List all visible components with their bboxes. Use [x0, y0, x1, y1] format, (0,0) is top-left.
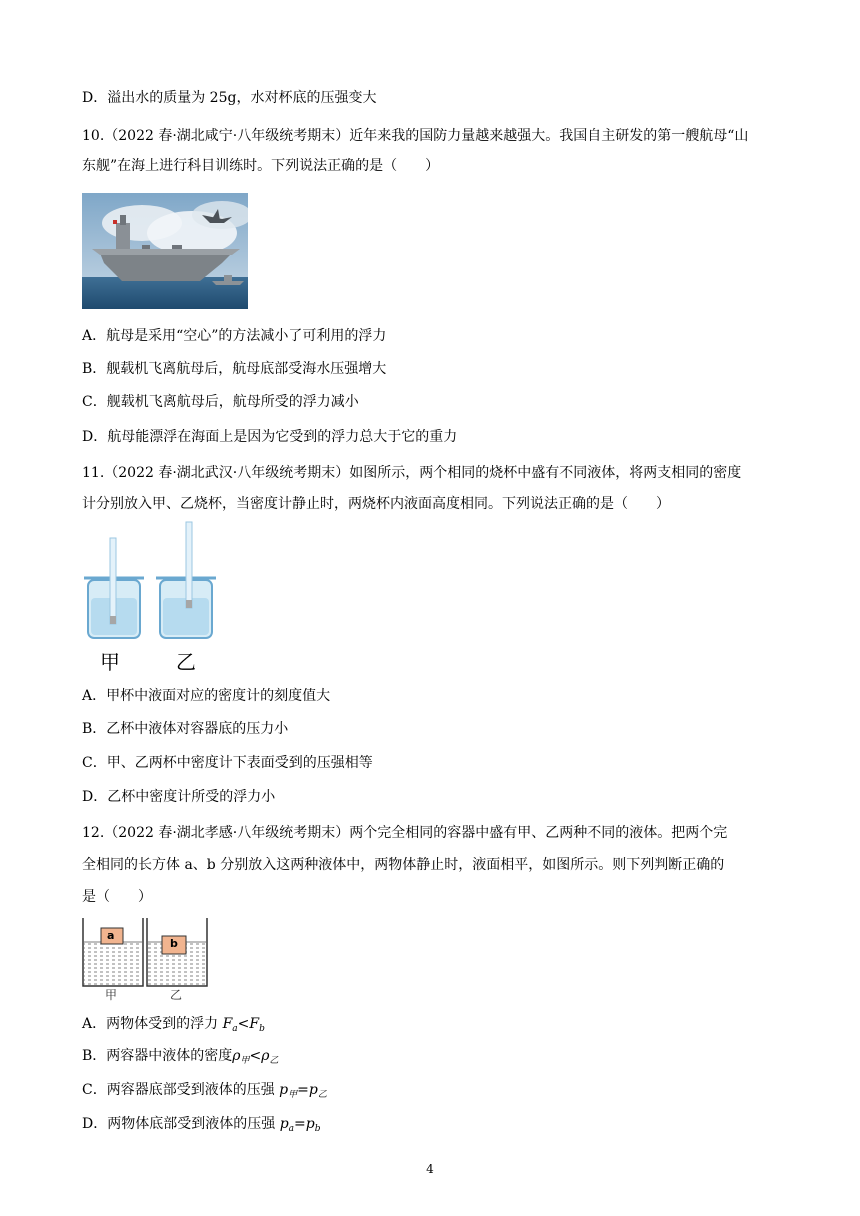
q12-stem-line1: 12.（2022 春·湖北孝感·八年级统考期末）两个完全相同的容器中盛有甲、乙两种不同的液体。把两个完 [82, 825, 728, 841]
q12-stem-line2: 全相同的长方体 a、b 分别放入这两种液体中，两物体静止时，液面相平，如图所示。则下列判断正确的 [82, 857, 725, 873]
q12-option-c [82, 1080, 327, 1105]
q12-option-d-sub1: a [288, 1124, 295, 1134]
q12-option-d-op: = [294, 1116, 306, 1132]
q12-option-b [82, 1046, 279, 1071]
q12-option-a-sub1: a [232, 1024, 238, 1034]
q12-stem-line3: 是（ ） [82, 889, 152, 905]
q11-stem-line1: 11.（2022 春·湖北武汉·八年级统考期末）如图所示，两个相同的烧杯中盛有不同液体，将两支相同的密度 [82, 465, 742, 481]
q12-option-a-var2: F [249, 1016, 260, 1032]
q10-option-b: B．舰载机飞离航母后，航母底部受海水压强增大 [82, 361, 387, 377]
q12-option-c-sub2: 乙 [317, 1090, 327, 1100]
q11-label-jia: 甲 [100, 650, 120, 674]
q12-option-c-sub1: 甲 [288, 1090, 298, 1100]
q12-option-b-text: B．两容器中液体的密度 [82, 1048, 233, 1064]
q11-option-d: D．乙杯中密度计所受的浮力小 [82, 789, 276, 805]
q12-option-a-sub2: b [259, 1024, 265, 1034]
q12-option-d-var1: p [279, 1116, 289, 1132]
aircraft-carrier-photo [82, 193, 248, 309]
q12-option-b-var1: ρ [232, 1048, 241, 1064]
q11-label-yi: 乙 [176, 650, 196, 674]
page-number: 4 [426, 1162, 434, 1176]
q11-option-a: A．甲杯中液面对应的密度计的刻度值大 [82, 688, 331, 704]
q10-stem-line2: 东舰”在海上进行科目训练时。下列说法正确的是（ ） [82, 158, 440, 174]
q12-option-b-sub1: 甲 [240, 1056, 250, 1066]
q12-option-a-op: < [237, 1016, 250, 1032]
q12-label-jia: 甲 [105, 988, 118, 1002]
q12-option-a-var1: F [222, 1016, 233, 1032]
q12-block-a-label: a [107, 929, 115, 942]
q12-label-yi: 乙 [170, 988, 183, 1002]
q12-option-d-var2: p [305, 1116, 315, 1132]
q12-option-b-op: < [249, 1048, 262, 1064]
q11-stem-line2: 计分别放入甲、乙烧杯，当密度计静止时，两烧杯内液面高度相同。下列说法正确的是（ ） [82, 496, 670, 512]
q9-option-d: D．溢出水的质量为 25g，水对杯底的压强变大 [82, 90, 377, 106]
q12-option-c-var1: p [279, 1082, 289, 1098]
q10-option-d: D．航母能漂浮在海面上是因为它受到的浮力总大于它的重力 [82, 429, 458, 445]
q12-option-d [82, 1114, 321, 1139]
q12-block-b-label: b [170, 937, 178, 950]
q10-option-a: A．航母是采用“空心”的方法减小了可利用的浮力 [82, 328, 387, 344]
q11-option-b: B．乙杯中液体对容器底的压力小 [82, 721, 289, 737]
q12-option-a-text: A．两物体受到的浮力 [82, 1016, 223, 1032]
q10-stem-line1: 10.（2022 春·湖北咸宁·八年级统考期末）近年来我的国防力量越来越强大。我国自主研发的第一艘航母“山 [82, 128, 749, 144]
q10-option-c: C．舰载机飞离航母后，航母所受的浮力减小 [82, 394, 359, 410]
q12-option-d-text: D．两物体底部受到液体的压强 [82, 1116, 280, 1132]
q12-option-c-var2: p [308, 1082, 318, 1098]
floating-blocks-figure [82, 918, 210, 988]
q12-option-c-op: = [297, 1082, 309, 1098]
q12-option-d-sub2: b [314, 1124, 321, 1134]
hydrometer-beakers-figure [82, 520, 222, 645]
q12-option-b-var2: ρ [261, 1048, 270, 1064]
q12-option-a [82, 1014, 265, 1039]
q12-option-b-sub2: 乙 [269, 1056, 279, 1066]
q12-option-c-text: C．两容器底部受到液体的压强 [82, 1082, 280, 1098]
q11-option-c: C．甲、乙两杯中密度计下表面受到的压强相等 [82, 755, 373, 771]
